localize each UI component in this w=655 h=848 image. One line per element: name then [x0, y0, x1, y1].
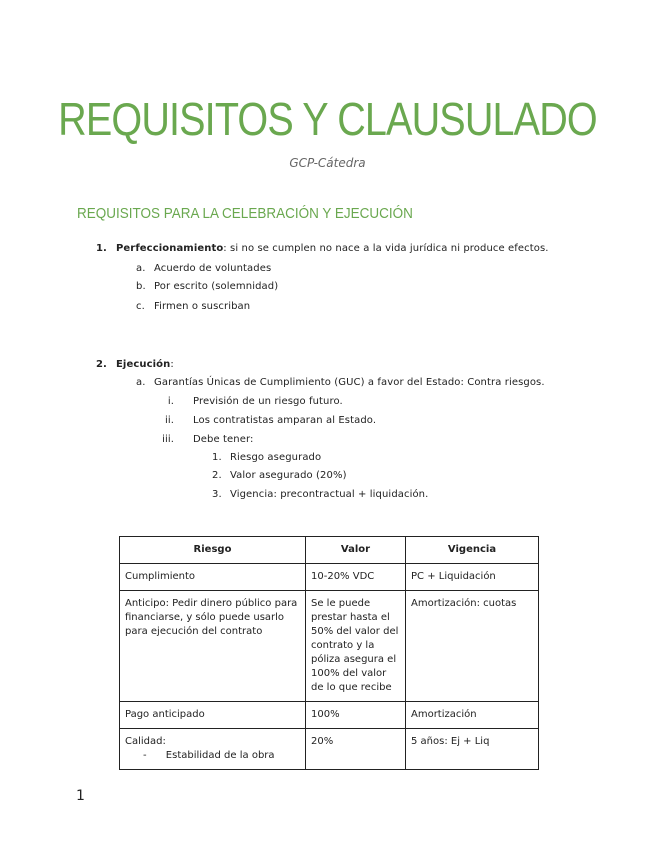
cell-sublist-item [125, 749, 300, 763]
column-header-valor: Valor [306, 537, 406, 564]
list-item-2a-iii-3 [212, 489, 429, 500]
list-marker: a. [136, 263, 146, 274]
list-item-2a-iii-1 [212, 452, 322, 463]
table-cell: 10-20% VDC [306, 564, 406, 591]
item-text: Debe tener: [193, 434, 254, 445]
list-marker: 2. [96, 359, 107, 370]
cell-text: Calidad: [125, 736, 166, 747]
list-marker: 2. [212, 470, 222, 481]
list-marker: i. [167, 396, 174, 407]
document-title: REQUISITOS Y CLAUSULADO [58, 93, 597, 145]
column-header-riesgo: Riesgo [120, 537, 306, 564]
list-marker: 1. [212, 452, 222, 463]
column-header-vigencia: Vigencia [406, 537, 539, 564]
table-cell: 5 años: Ej + Liq [406, 729, 539, 770]
table-cell: Se le puede prestar hasta el 50% del valor del contrato y la póliza asegura el 100% del valor de lo que recibe [306, 591, 406, 702]
item-label: Perfeccionamiento [116, 243, 224, 254]
table-cell: PC + Liquidación [406, 564, 539, 591]
table-row [120, 702, 539, 729]
list-item-2 [96, 359, 174, 370]
item-text: Firmen o suscriban [154, 301, 251, 312]
item-text: Los contratistas amparan al Estado. [193, 415, 377, 426]
list-item-1 [96, 243, 549, 254]
item-text: Previsión de un riesgo futuro. [193, 396, 343, 407]
list-item-2a-iii-2 [212, 470, 347, 481]
list-marker: - [143, 750, 147, 761]
list-item-1c [136, 301, 251, 312]
item-text: : [170, 359, 174, 370]
table-cell: 100% [306, 702, 406, 729]
table-row [120, 729, 539, 770]
table-cell: Cumplimiento [120, 564, 306, 591]
item-text: Riesgo asegurado [230, 452, 322, 463]
item-label: Ejecución [116, 359, 171, 370]
cell-subtext: Estabilidad de la obra [165, 750, 275, 761]
table-cell: Amortización [406, 702, 539, 729]
list-item-2a [136, 377, 545, 388]
list-marker: a. [136, 377, 146, 388]
list-marker: 3. [212, 489, 222, 500]
list-marker: 1. [96, 243, 107, 254]
guarantee-table [119, 536, 539, 770]
table-cell: Anticipo: Pedir dinero público para financiarse, y sólo puede usarlo para ejecución del contrato [120, 591, 306, 702]
item-text: Por escrito (solemnidad) [154, 281, 279, 292]
list-item-1a [136, 263, 272, 274]
list-marker: ii. [164, 415, 174, 426]
item-text: Valor asegurado (20%) [230, 470, 347, 481]
list-item-1b [136, 281, 279, 292]
list-marker: b. [136, 281, 146, 292]
table-cell [120, 729, 306, 770]
item-text: : si no se cumplen no nace a la vida jurídica ni produce efectos. [223, 243, 549, 254]
page-number: 1 [76, 788, 85, 804]
list-marker: iii. [162, 434, 174, 445]
table-header-row [120, 537, 539, 564]
item-text: Acuerdo de voluntades [154, 263, 272, 274]
list-marker: c. [136, 301, 145, 312]
table-row [120, 591, 539, 702]
item-text: Vigencia: precontractual + liquidación. [230, 489, 429, 500]
section-heading: REQUISITOS PARA LA CELEBRACIÓN Y EJECUCIÓN [77, 205, 413, 222]
table-cell: Pago anticipado [120, 702, 306, 729]
document-subtitle: GCP-Cátedra [289, 156, 366, 170]
table-cell: 20% [306, 729, 406, 770]
table-row [120, 564, 539, 591]
item-text: Garantías Únicas de Cumplimiento (GUC) a favor del Estado: Contra riesgos. [154, 377, 545, 388]
table-cell: Amortización: cuotas [406, 591, 539, 702]
